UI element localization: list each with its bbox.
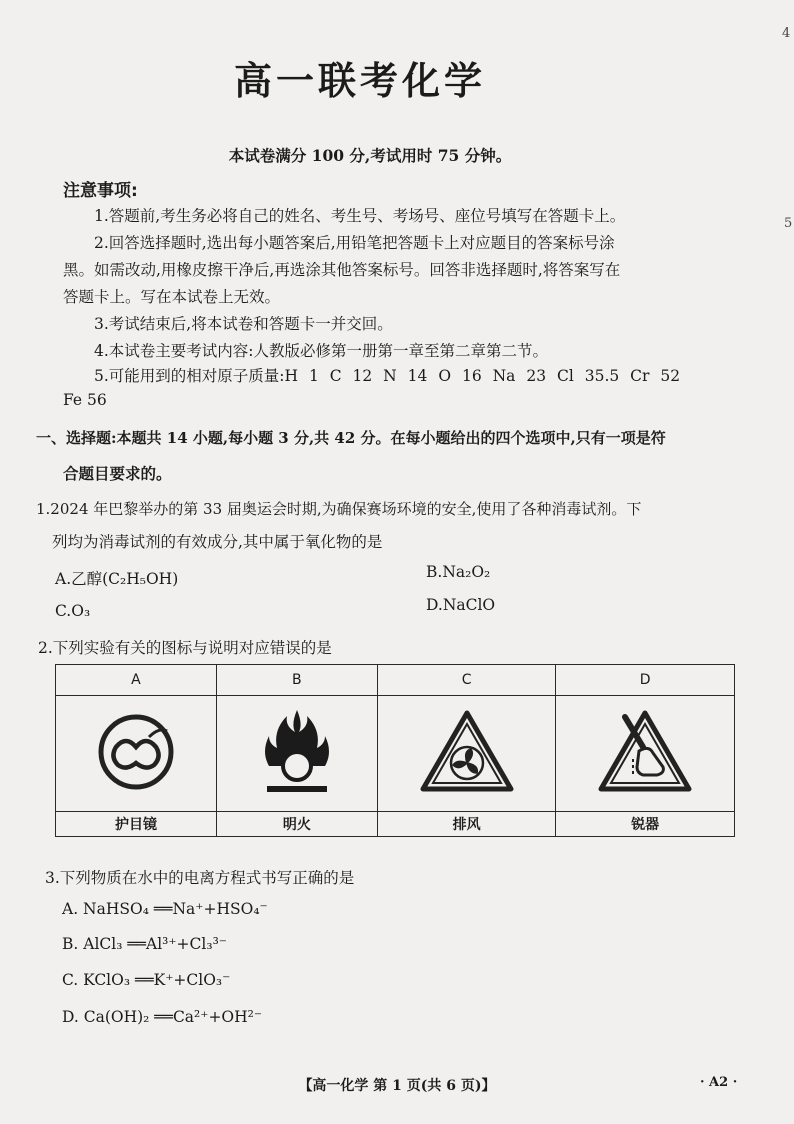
label-goggles: 护目镜 [56, 812, 217, 837]
q1-option-c: C.O₃ [55, 602, 91, 620]
page-code: · A2 · [700, 1075, 738, 1090]
page-footer: 【高一化学 第 1 页(共 6 页)】 [298, 1078, 496, 1094]
corner-mark-middle: 5 [784, 216, 793, 231]
flame-icon [252, 704, 342, 799]
column-b: B [216, 665, 377, 696]
notice-line-6: 4.本试卷主要考试内容:人教版必修第一册第一章至第二章第二节。 [94, 342, 549, 360]
q2-sign-table [55, 664, 735, 837]
exam-title: 高一联考化学 [233, 59, 486, 103]
q1-stem-cont: 列均为消毒试剂的有效成分,其中属于氧化物的是 [52, 533, 383, 551]
section-heading-cont: 合题目要求的。 [63, 464, 172, 483]
label-open-flame: 明火 [216, 812, 377, 837]
sign-table-labels [56, 812, 735, 837]
sign-table-header [56, 665, 735, 696]
fan-icon [417, 707, 517, 797]
notice-line-8: Fe 56 [63, 391, 107, 409]
sharp-object-icon [595, 707, 695, 797]
sign-table-icons [56, 696, 735, 812]
q1-option-a: A.乙醇(C₂H₅OH) [55, 570, 179, 588]
notice-line-5: 3.考试结束后,将本试卷和答题卡一并交回。 [94, 315, 393, 333]
corner-mark-top: 4 [782, 26, 791, 41]
q2-stem: 2.下列实验有关的图标与说明对应错误的是 [38, 639, 332, 657]
q1-option-d: D.NaClO [426, 596, 496, 614]
column-c: C [377, 665, 556, 696]
q3-option-a: A. NaHSO₄ ══Na⁺+HSO₄⁻ [62, 900, 268, 918]
goggles-icon [91, 707, 181, 797]
q1-option-b: B.Na₂O₂ [426, 563, 491, 581]
column-a: A [56, 665, 217, 696]
notice-line-7: 5.可能用到的相对原子质量:H 1 C 12 N 14 O 16 Na 23 Cl 35.5 Cr 52 [94, 367, 681, 385]
notice-line-3: 黑。如需改动,用橡皮擦干净后,再选涂其他答案标号。回答非选择题时,将答案写在 [63, 261, 621, 279]
label-sharp-object: 锐器 [556, 812, 735, 837]
label-ventilation: 排风 [377, 812, 556, 837]
q3-option-d: D. Ca(OH)₂ ══Ca²⁺+OH²⁻ [62, 1008, 263, 1026]
q3-option-b: B. AlCl₃ ══Al³⁺+Cl₃³⁻ [62, 935, 227, 953]
notice-line-4: 答题卡上。写在本试卷上无效。 [63, 288, 281, 306]
q3-option-c: C. KClO₃ ══K⁺+ClO₃⁻ [62, 971, 231, 989]
exam-subtitle: 本试卷满分 100 分,考试用时 75 分钟。 [228, 146, 512, 165]
q1-stem: 1.2024 年巴黎举办的第 33 届奥运会时期,为确保赛场环境的安全,使用了各种消毒试剂。下 [36, 500, 642, 518]
column-d: D [556, 665, 735, 696]
notice-line-1: 1.答题前,考生务必将自己的姓名、考生号、考场号、座位号填写在答题卡上。 [94, 207, 626, 225]
notice-heading: 注意事项: [63, 181, 138, 201]
q3-stem: 3.下列物质在水中的电离方程式书写正确的是 [45, 869, 355, 887]
section-heading: 一、选择题:本题共 14 小题,每小题 3 分,共 42 分。在每小题给出的四个选项中,只有一项是符 [36, 429, 666, 447]
notice-line-2: 2.回答选择题时,选出每小题答案后,用铅笔把答题卡上对应题目的答案标号涂 [94, 234, 615, 252]
